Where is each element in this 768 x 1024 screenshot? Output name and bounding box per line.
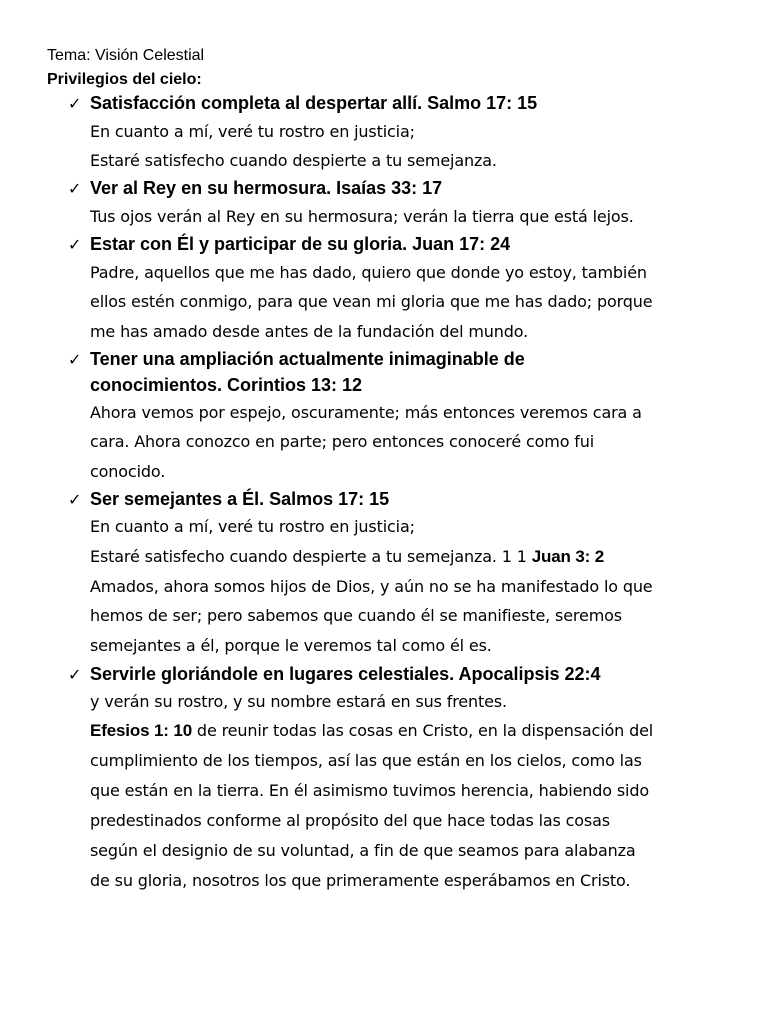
verse-line: Tus ojos verán al Rey en su hermosura; verán la tierra que está lejos. bbox=[90, 207, 634, 226]
heading-text: Estar con Él y participar de su gloria. Juan 17: 24 bbox=[90, 234, 511, 254]
verse-line: cara. Ahora conozco en parte; pero entonces conoceré como fui bbox=[90, 432, 595, 451]
heading-text: Ser semejantes a Él. Salmos 17: 15 bbox=[90, 489, 390, 509]
section-title: Privilegios del cielo: bbox=[47, 71, 202, 88]
verse-text: de reunir todas las cosas en Cristo, en la dispensación del bbox=[192, 721, 654, 740]
verse-line: predestinados conforme al propósito del que hace todas las cosas bbox=[90, 811, 610, 830]
verse-line: según el designio de su voluntad, a fin de que seamos para alabanza bbox=[90, 841, 636, 860]
verse-line: Padre, aquellos que me has dado, quiero que donde yo estoy, también bbox=[90, 263, 647, 282]
verse-line: ellos estén conmigo, para que vean mi gloria que me has dado; porque bbox=[90, 292, 653, 311]
verse-line: cumplimiento de los tiempos, así las que están en los cielos, como las bbox=[90, 751, 642, 770]
checkmark-icon: ✓ bbox=[68, 235, 82, 254]
verse-line: me has amado desde antes de la fundación del mundo. bbox=[90, 322, 529, 341]
heading-text: Satisfacción completa al despertar allí. Salmo 17: 15 bbox=[90, 93, 538, 113]
checkmark-icon: ✓ bbox=[68, 179, 82, 198]
checkmark-icon: ✓ bbox=[68, 665, 82, 684]
document-topic: Tema: Visión Celestial bbox=[47, 47, 205, 64]
scripture-reference: Efesios 1: 10 bbox=[90, 721, 192, 740]
checkmark-icon: ✓ bbox=[68, 94, 82, 113]
verse-line: conocido. bbox=[90, 462, 166, 481]
checkmark-icon: ✓ bbox=[68, 490, 82, 509]
verse-line: En cuanto a mí, veré tu rostro en justicia; bbox=[90, 122, 415, 141]
privilege-heading-5 bbox=[68, 488, 389, 511]
verse-line: semejantes a él, porque le veremos tal como él es. bbox=[90, 636, 492, 655]
verse-line: que están en la tierra. En él asimismo tuvimos herencia, habiendo sido bbox=[90, 781, 649, 800]
heading-text: Tener una ampliación actualmente inimaginable de bbox=[90, 349, 525, 369]
privilege-heading-4 bbox=[68, 348, 525, 371]
verse-line: y verán su rostro, y su nombre estará en sus frentes. bbox=[90, 692, 507, 711]
verse-line: Estaré satisfecho cuando despierte a tu semejanza. bbox=[90, 151, 497, 170]
privilege-heading-1 bbox=[68, 92, 537, 115]
heading-text: Servirle gloriándole en lugares celestiales. Apocalipsis 22:4 bbox=[90, 664, 601, 684]
verse-line bbox=[90, 721, 653, 741]
scripture-reference: Juan 3: 2 bbox=[531, 547, 605, 566]
verse-line bbox=[90, 547, 604, 567]
verse-line: de su gloria, nosotros los que primeramente esperábamos en Cristo. bbox=[90, 871, 631, 890]
verse-line: En cuanto a mí, veré tu rostro en justicia; bbox=[90, 517, 415, 536]
verse-line: Amados, ahora somos hijos de Dios, y aún no se ha manifestado lo que bbox=[90, 577, 653, 596]
privilege-heading-6 bbox=[68, 663, 601, 686]
heading-text: Ver al Rey en su hermosura. Isaías 33: 17 bbox=[90, 178, 443, 198]
checkmark-icon: ✓ bbox=[68, 350, 82, 369]
privilege-heading-3 bbox=[68, 233, 510, 256]
verse-line: Ahora vemos por espejo, oscuramente; más entonces veremos cara a bbox=[90, 403, 642, 422]
heading-continuation: conocimientos. Corintios 13: 12 bbox=[90, 375, 363, 395]
verse-line: hemos de ser; pero sabemos que cuando él se manifieste, seremos bbox=[90, 606, 622, 625]
privilege-heading-2 bbox=[68, 177, 442, 200]
verse-text: Estaré satisfecho cuando despierte a tu semejanza. 1 1 bbox=[90, 547, 532, 566]
